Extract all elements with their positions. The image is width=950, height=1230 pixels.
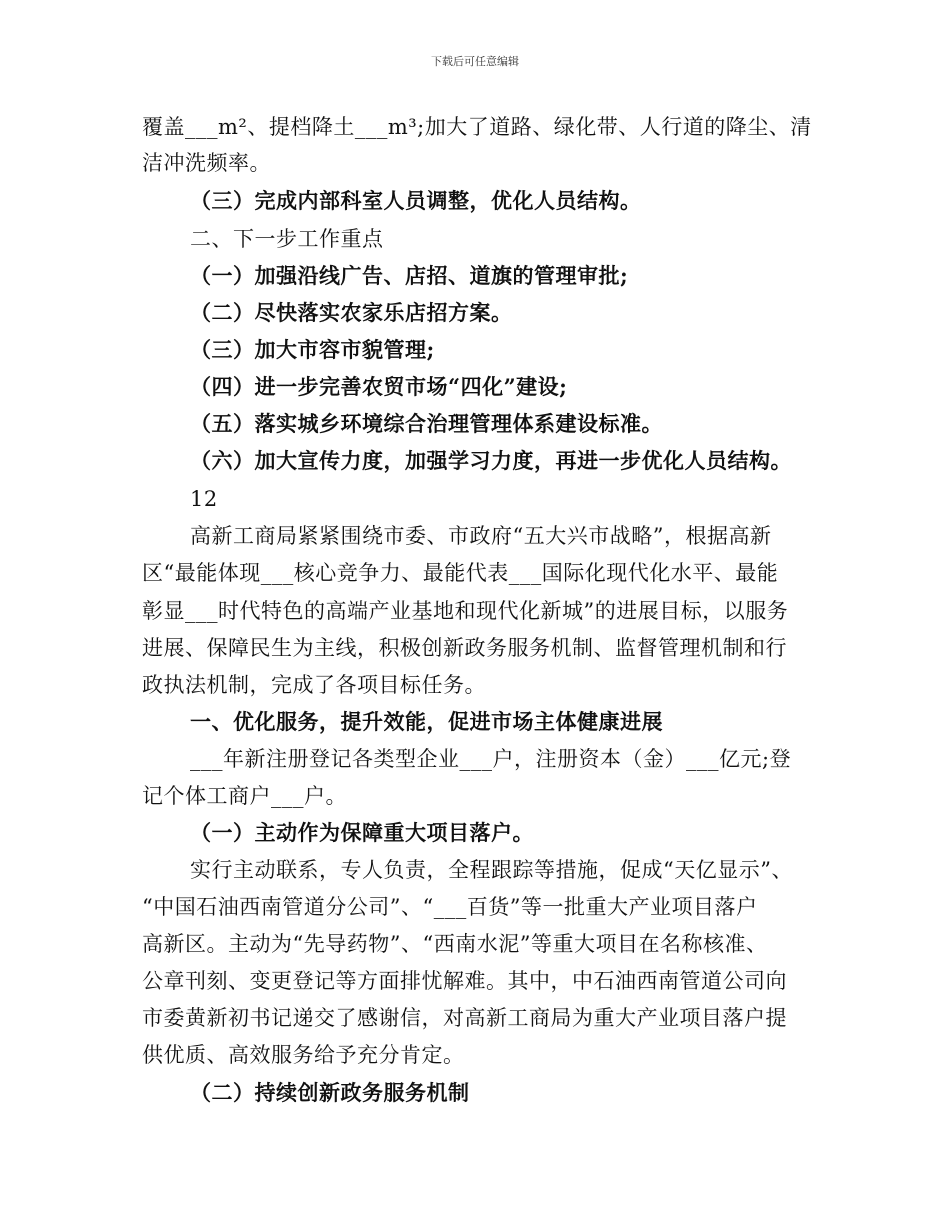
subheading: （二）持续创新政务服务机制	[190, 1080, 470, 1105]
paragraph-line: “中国石油西南管道分公司”、“___百货”等一批重大产业项目落户	[142, 895, 758, 919]
subheading: （三）完成内部科室人员调整，优化人员结构。	[190, 188, 642, 213]
paragraph-line: 记个体工商户___户。	[142, 784, 347, 808]
list-item: （一）加强沿线广告、店招、道旗的管理审批;	[190, 263, 629, 288]
paragraph-line: 覆盖___m²、提档降土___m³;加大了道路、绿化带、人行道的降尘、清	[142, 115, 812, 139]
section-number: 12	[190, 487, 218, 511]
paragraph-line: 洁冲洗频率。	[142, 151, 271, 175]
paragraph-line: 政执法机制，完成了各项目标任务。	[142, 673, 486, 697]
paragraph-line: 彰显___时代特色的高端产业基地和现代化新城”的进展目标，以服务	[142, 599, 789, 623]
paragraph-line: 高新区。主动为“先导药物”、“西南水泥”等重大项目在名称核准、	[142, 932, 768, 956]
paragraph-line: 高新工商局紧紧围绕市委、市政府“五大兴市战略”，根据高新	[190, 524, 772, 548]
section-heading: 一、优化服务，提升效能，促进市场主体健康进展	[190, 709, 663, 734]
page-header: 下载后可任意编辑	[431, 55, 519, 68]
section-heading: 二、下一步工作重点	[190, 227, 384, 251]
paragraph-line: 供优质、高效服务给予充分肯定。	[142, 1043, 465, 1067]
subheading: （一）主动作为保障重大项目落户。	[190, 820, 534, 845]
paragraph-line: ___年新注册登记各类型企业___户，注册资本（金）___亿元;登	[190, 747, 792, 771]
paragraph-line: 公章刊刻、变更登记等方面排忧解难。其中，中石油西南管道公司向	[142, 969, 787, 993]
list-item: （三）加大市容市貌管理;	[190, 337, 435, 362]
list-item: （五）落实城乡环境综合治理管理体系建设标准。	[190, 411, 663, 436]
paragraph-line: 市委黄新初书记递交了感谢信，对高新工商局为重大产业项目落户提	[142, 1006, 787, 1030]
paragraph-line: 进展、保障民生为主线，积极创新政务服务机制、监督管理机制和行	[142, 636, 787, 660]
list-item: （二）尽快落实农家乐店招方案。	[190, 300, 513, 325]
list-item: （四）进一步完善农贸市场“四化”建设;	[190, 374, 568, 399]
paragraph-line: 实行主动联系，专人负责，全程跟踪等措施，促成“天亿显示”、	[190, 858, 793, 882]
paragraph-line: 区“最能体现___核心竞争力、最能代表___国际化现代化水平、最能	[142, 561, 779, 585]
list-item: （六）加大宣传力度，加强学习力度，再进一步优化人员结构。	[190, 448, 792, 473]
